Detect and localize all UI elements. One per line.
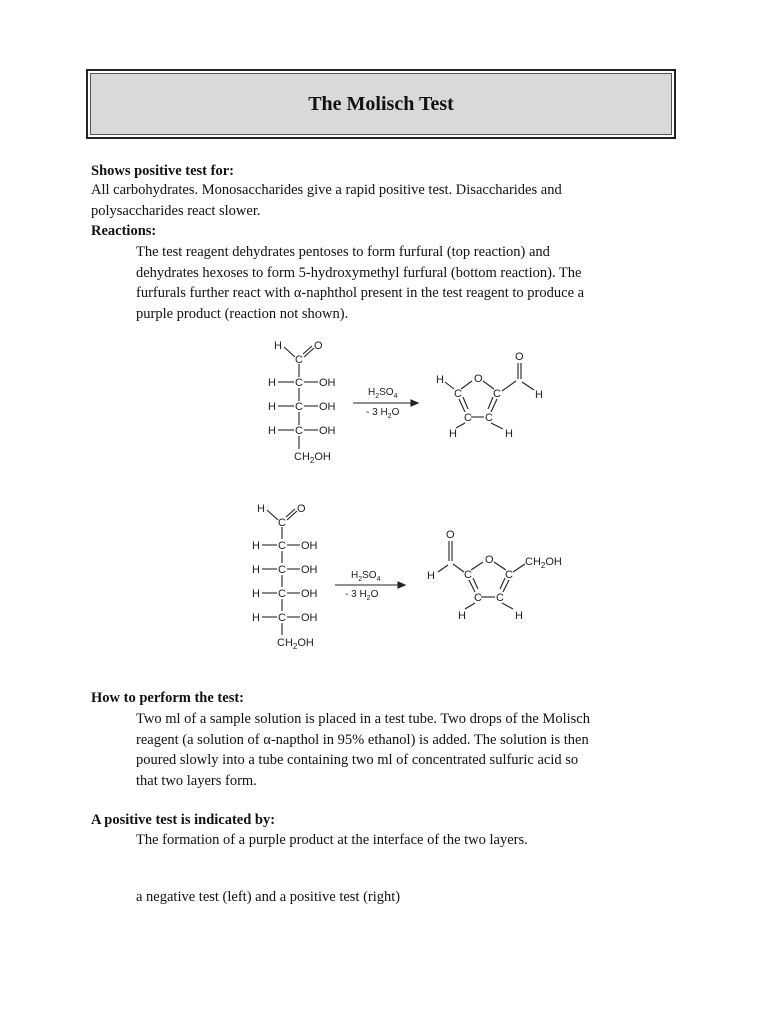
hexose-to-hmf-scheme xyxy=(245,495,575,655)
atom-c: C xyxy=(278,564,286,576)
title-box xyxy=(86,69,676,139)
atom-h: H xyxy=(252,564,260,576)
atom-h: H xyxy=(268,401,276,413)
atom-c: C xyxy=(295,377,303,389)
bond xyxy=(503,580,509,592)
atom-h: H xyxy=(449,428,457,440)
atom-h: H xyxy=(458,610,466,622)
atom-c: C xyxy=(278,588,286,600)
arrow-head xyxy=(398,582,405,588)
how-line: Two ml of a sample solution is placed in a test tube. Two drops of the Molisch xyxy=(136,711,590,727)
bond xyxy=(469,580,475,592)
hydroxyl: OH xyxy=(301,564,318,576)
atom-h: H xyxy=(274,340,282,352)
shows-line: polysaccharides react slower. xyxy=(91,202,261,219)
page-title: The Molisch Test xyxy=(308,93,454,115)
hydroxyl: OH xyxy=(301,588,318,600)
atom-c: C xyxy=(454,388,462,400)
hydroxyl: OH xyxy=(319,401,336,413)
bond xyxy=(463,397,468,409)
ring-oxygen: O xyxy=(474,373,483,385)
hydroxyl: OH xyxy=(301,540,318,552)
shows-text xyxy=(91,180,562,221)
atom-c: C xyxy=(295,401,303,413)
reactions-heading: Reactions: xyxy=(91,223,157,239)
bond xyxy=(456,423,465,428)
aldehyde-oxygen: O xyxy=(515,351,524,363)
bond xyxy=(483,381,494,389)
reagent-label: $H_2SO_4$ xyxy=(368,387,398,400)
ch2oh-group: $CH_2OH$ xyxy=(294,451,331,465)
hydroxyl: OH xyxy=(319,377,336,389)
hydroxyl: OH xyxy=(319,425,336,437)
atom-c: C xyxy=(496,592,504,604)
atom-h: H xyxy=(436,374,444,386)
hydroxyl: OH xyxy=(301,612,318,624)
water-loss-label: - 3 $H_2O$ xyxy=(366,407,400,420)
bond xyxy=(286,509,295,517)
bond xyxy=(471,562,483,570)
bond xyxy=(473,578,478,589)
pentose-to-furfural-scheme xyxy=(260,335,560,475)
atom-h: H xyxy=(515,610,523,622)
how-line: reagent (a solution of α-napthol in 95% ethanol) is added. The solution is then xyxy=(136,731,589,748)
bond xyxy=(494,562,506,570)
atom-h: H xyxy=(427,570,435,582)
atom-c: C xyxy=(464,569,472,581)
reactions-line: The test reagent dehydrates pentoses to form furfural (top reaction) and xyxy=(136,244,550,260)
atom-h: H xyxy=(268,377,276,389)
bond xyxy=(445,382,454,389)
atom-c: C xyxy=(295,425,303,437)
atom-h: H xyxy=(505,428,513,440)
bond xyxy=(267,510,278,520)
how-line: poured slowly into a tube containing two ml of concentrated sulfuric acid so xyxy=(136,752,579,768)
atom-c: C xyxy=(278,540,286,552)
atom-h: H xyxy=(535,389,543,401)
bond xyxy=(491,423,503,429)
bond xyxy=(513,564,525,572)
positive-heading: A positive test is indicated by: xyxy=(91,812,276,828)
atom-c: C xyxy=(493,388,501,400)
how-text xyxy=(136,709,590,791)
ch2oh-group: $CH_2OH$ xyxy=(525,556,562,570)
atom-h: H xyxy=(252,588,260,600)
bond xyxy=(438,565,448,572)
reagent-label: $H_2SO_4$ xyxy=(351,570,381,583)
ring-oxygen: O xyxy=(485,554,494,566)
atom-c: C xyxy=(278,517,286,529)
bond xyxy=(488,397,493,409)
ch2oh-group: $CH_2OH$ xyxy=(277,637,314,651)
atom-c: C xyxy=(485,412,493,424)
atom-c: C xyxy=(295,354,303,366)
figure-caption: a negative test (left) and a positive test (right) xyxy=(136,889,401,905)
atom-c: C xyxy=(278,612,286,624)
arrow-head xyxy=(411,400,418,406)
how-heading: How to perform the test: xyxy=(91,690,245,706)
bond xyxy=(453,564,464,572)
atom-h: H xyxy=(252,540,260,552)
bond xyxy=(500,578,505,589)
bond xyxy=(502,381,516,391)
shows-line: All carbohydrates. Monosaccharides give a rapid positive test. Disaccharides and xyxy=(91,182,562,198)
positive-text: The formation of a purple product at the interface of the two layers. xyxy=(136,832,528,848)
atom-c: C xyxy=(464,412,472,424)
water-loss-label: - 3 $H_2O$ xyxy=(345,589,379,602)
reactions-line: furfurals further react with α-naphthol present in the test reagent to produce a xyxy=(136,285,585,301)
how-line: that two layers form. xyxy=(136,772,257,789)
bond xyxy=(461,381,472,389)
bond xyxy=(284,347,295,357)
atom-c: C xyxy=(505,569,513,581)
atom-h: H xyxy=(252,612,260,624)
atom-o: O xyxy=(314,340,323,352)
atom-c: C xyxy=(474,592,482,604)
atom-h: H xyxy=(268,425,276,437)
atom-h: H xyxy=(257,503,265,515)
reactions-line: purple product (reaction not shown). xyxy=(136,305,349,322)
shows-heading: Shows positive test for: xyxy=(91,163,234,179)
reactions-text xyxy=(136,242,584,324)
bond xyxy=(522,382,534,390)
bond xyxy=(502,603,513,609)
bond xyxy=(303,346,312,354)
reactions-line: dehydrates hexoses to form 5-hydroxymethyl furfural (bottom reaction). The xyxy=(136,264,582,281)
atom-o: O xyxy=(297,503,306,515)
bond xyxy=(465,603,475,609)
aldehyde-oxygen: O xyxy=(446,529,455,541)
